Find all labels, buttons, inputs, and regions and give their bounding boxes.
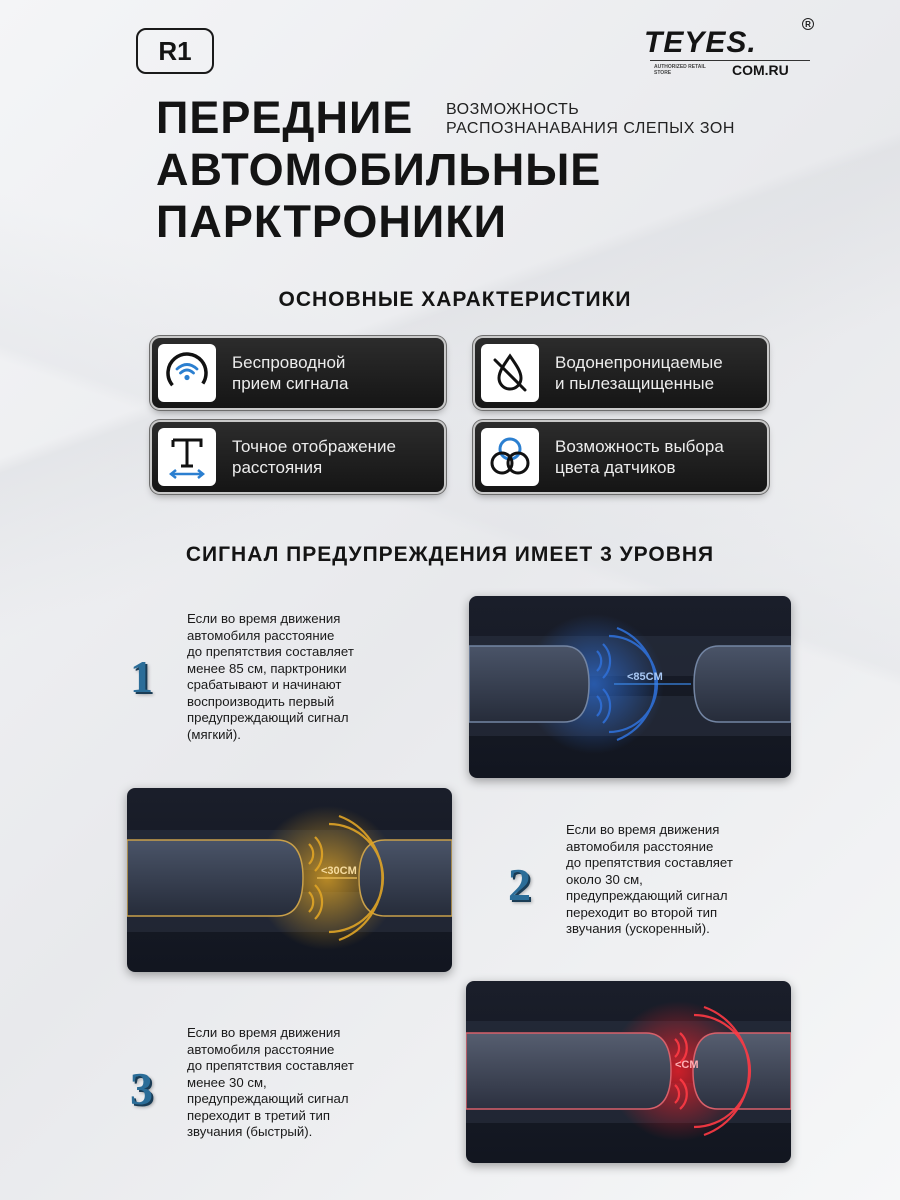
desc-line: Если во время движения: [187, 611, 341, 626]
levels-heading: СИГНАЛ ПРЕДУПРЕЖДЕНИЯ ИМЕЕТ 3 УРОВНЯ: [185, 543, 715, 566]
desc-line: до препятствия составляет: [187, 1058, 354, 1073]
level-3-illustration: [466, 981, 791, 1163]
level-3-number: 3: [130, 1063, 153, 1114]
level-1-scene: [469, 596, 791, 778]
level-1-distance-label: <85CM: [627, 671, 663, 683]
level-2-number: 2: [508, 859, 531, 910]
desc-line: около 30 см,: [566, 871, 643, 887]
desc-line: звучания (быстрый).: [187, 1124, 313, 1139]
feature-line-2: расстояния: [232, 458, 323, 477]
feature-card-waterproof: [475, 338, 767, 408]
desc-line: звучания (ускоренный).: [566, 921, 710, 936]
logo-domain: COM.RU: [732, 62, 789, 78]
level-3-distance-label: <CM: [675, 1059, 699, 1071]
title-line-2: АВТОМОБИЛЬНЫЕ: [156, 144, 602, 195]
desc-line: автомобиля расстояние: [566, 838, 714, 854]
color-choice-icon: [481, 428, 539, 486]
logo-authorized-text: AUTHORIZED RETAIL STORE: [654, 64, 706, 76]
desc-line: срабатывают и начинают: [187, 677, 342, 692]
logo-divider: [650, 60, 810, 61]
feature-line-1: Водонепроницаемые: [555, 353, 723, 372]
subtitle-line-1: ВОЗМОЖНОСТЬ: [446, 101, 580, 118]
desc-line: переходит во второй тип: [566, 904, 718, 920]
title-line-1: ПЕРЕДНИЕ: [156, 92, 414, 143]
desc-line: переходит в третий тип: [187, 1107, 331, 1123]
desc-line: предупреждающий сигнал: [187, 1091, 349, 1106]
level-1-number: 1: [130, 651, 153, 702]
model-badge: R1: [136, 28, 214, 74]
desc-line: предупреждающий сигнал: [566, 888, 728, 903]
teyes-logo: [640, 14, 820, 80]
registered-mark: R: [802, 18, 814, 30]
feature-line-1: Возможность выбора: [555, 437, 724, 456]
level-2-scene: [127, 788, 452, 972]
feature-text: [555, 436, 761, 478]
level-3-scene: [466, 981, 791, 1163]
title-line-3: ПАРКТРОНИКИ: [156, 196, 508, 247]
waterproof-icon: [481, 344, 539, 402]
level-1-illustration: [469, 596, 791, 778]
logo-wordmark: TEYES.: [644, 26, 757, 59]
desc-line: до препятствия составляет: [187, 644, 354, 659]
distance-icon: [158, 428, 216, 486]
title-subtitle: [446, 100, 735, 138]
feature-line-2: цвета датчиков: [555, 458, 676, 477]
feature-card-color-choice: [475, 422, 767, 492]
feature-line-1: Точное отображение: [232, 437, 396, 456]
desc-line: Если во время движения: [566, 822, 720, 837]
subtitle-line-2: РАСПОЗНАНАВАНИЯ СЛЕПЫХ ЗОН: [446, 120, 735, 137]
desc-line: до препятствия составляет: [566, 855, 733, 870]
desc-line: Если во время движения: [187, 1025, 341, 1040]
desc-line: предупреждающий сигнал: [187, 710, 349, 725]
feature-card-wireless: [152, 338, 444, 408]
desc-line: воспроизводить первый: [187, 693, 335, 709]
feature-line-2: и пылезащищенные: [555, 374, 715, 393]
level-2-description: [566, 822, 796, 938]
desc-line: менее 85 см, парктроники: [187, 660, 347, 676]
feature-text: [232, 352, 438, 394]
desc-line: менее 30 см,: [187, 1074, 267, 1090]
desc-line: автомобиля расстояние: [187, 627, 335, 643]
level-2-illustration: [127, 788, 452, 972]
feature-card-distance: [152, 422, 444, 492]
level-1-description: [187, 611, 417, 743]
feature-text: [555, 352, 761, 394]
feature-line-1: Беспроводной: [232, 353, 346, 372]
wireless-icon: [158, 344, 216, 402]
level-2-distance-label: <30CM: [321, 865, 357, 877]
level-3-description: [187, 1025, 417, 1141]
features-heading: ОСНОВНЫЕ ХАРАКТЕРИСТИКИ: [278, 288, 632, 311]
feature-line-2: прием сигнала: [232, 374, 349, 393]
desc-line: (мягкий).: [187, 726, 241, 742]
feature-text: [232, 436, 438, 478]
desc-line: автомобиля расстояние: [187, 1041, 335, 1057]
